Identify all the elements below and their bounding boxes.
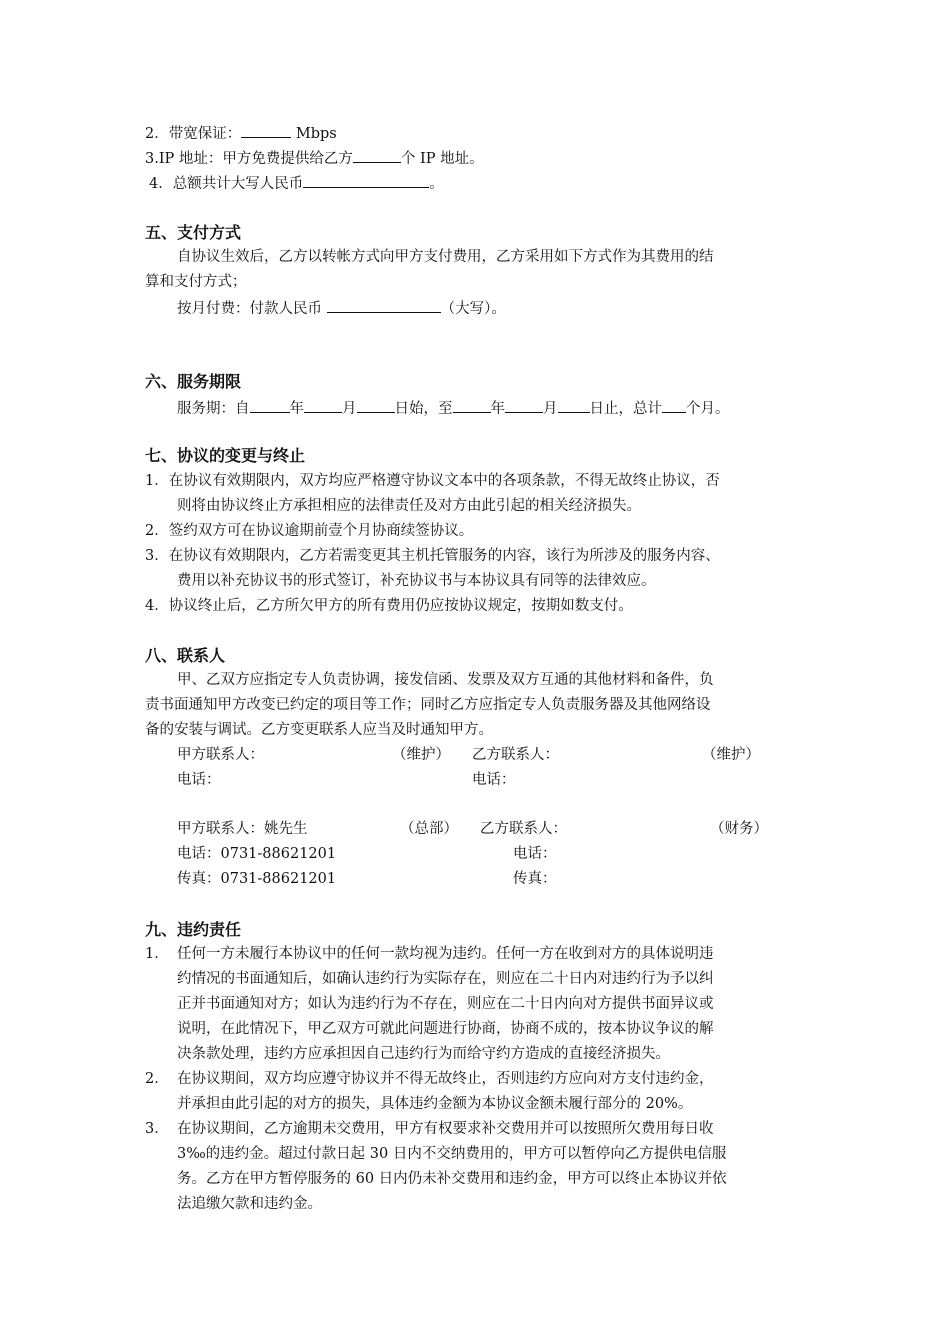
- liability-line: 3‰的违约金。超过付款日起 30 日内不交纳费用的，甲方可以暂停向乙方提供电信服: [177, 1146, 727, 1162]
- party-b-phone: 电话：: [472, 772, 516, 788]
- party-b-role: （财务）: [710, 821, 768, 837]
- bandwidth-line: [145, 122, 337, 144]
- party-a-phone: 电话：0731-88621201: [177, 846, 337, 862]
- liability-line: 正并书面通知对方；如认为违约行为不存在，则应在二十日内向对方提供书面异议或: [177, 996, 714, 1012]
- liability-line: 约情况的书面通知后，如确认违约行为实际存在，则应在二十日内对违约行为予以纠: [177, 971, 714, 987]
- end-day-blank: [558, 397, 590, 413]
- liability-line: 说明，在此情况下，甲乙双方可就此问题进行协商，协商不成的，按本协议争议的解: [177, 1021, 714, 1037]
- liability-line: 在协议期间，乙方逾期未交费用，甲方有权要求补交费用并可以按照所欠费用每日收: [177, 1121, 714, 1137]
- bandwidth-blank: [241, 122, 291, 138]
- party-a-phone: 电话：: [177, 772, 221, 788]
- ip-tail: 个 IP 地址。: [400, 151, 484, 167]
- ip-address-line: [145, 147, 484, 169]
- party-b-contact-label: 乙方联系人：: [480, 821, 567, 837]
- liability-line: 务。乙方在甲方暂停服务的 60 日内仍未补交费用和违约金，甲方可以终止本协议并依: [177, 1171, 727, 1187]
- item-number: 3．: [145, 1121, 169, 1137]
- party-b-phone: 电话：: [513, 846, 557, 862]
- section-heading-payment: 五、支付方式: [145, 223, 242, 242]
- contacts-paragraph-line: 备的安装与调试。乙方变更联系人应当及时通知甲方。: [145, 722, 493, 738]
- end-month-blank: [505, 397, 543, 413]
- term-text: 服务期：自: [177, 401, 250, 417]
- term-text: 年: [490, 401, 505, 417]
- total-tail: 。: [429, 176, 444, 192]
- clause-line: 3．在协议有效期限内，乙方若需变更其主机托管服务的内容，该行为所涉及的服务内容、: [145, 548, 720, 564]
- party-b-contact-label: 乙方联系人：: [472, 747, 559, 763]
- party-a-role: （总部）: [400, 821, 458, 837]
- total-label: 4．总额共计大写人民币: [149, 176, 304, 192]
- payment-paragraph-line: 自协议生效后，乙方以转帐方式向甲方支付费用，乙方采用如下方式作为其费用的结: [177, 249, 714, 265]
- section-heading-liability: 九、违约责任: [145, 920, 242, 939]
- total-months-blank: [662, 397, 686, 413]
- contacts-paragraph-line: 责书面通知甲方改变已约定的项目等工作；同时乙方应指定专人负责服务器及其他网络设: [145, 697, 711, 713]
- ip-count-blank: [353, 147, 401, 163]
- liability-line: 任何一方未履行本协议中的任何一款均视为违约。任何一方在收到对方的具体说明违: [177, 946, 714, 962]
- clause-line: 4．协议终止后，乙方所欠甲方的所有费用仍应按协议规定，按期如数支付。: [145, 598, 633, 614]
- total-amount-line: [149, 172, 444, 194]
- total-blank: [303, 172, 429, 188]
- item-number: 1．: [145, 946, 169, 962]
- section-heading-contacts: 八、联系人: [145, 646, 226, 665]
- party-a-role: （维护）: [392, 747, 450, 763]
- ip-label: 3.IP 地址：甲方免费提供给乙方: [145, 151, 353, 167]
- item-number: 2．: [145, 1071, 169, 1087]
- term-text: 日始，至: [394, 401, 453, 417]
- liability-line: 法追缴欠款和违约金。: [177, 1196, 322, 1212]
- end-year-blank: [453, 397, 491, 413]
- term-text: 个月。: [686, 401, 730, 417]
- start-year-blank: [250, 397, 290, 413]
- bandwidth-unit: Mbps: [295, 126, 337, 142]
- bandwidth-label: 2．带宽保证：: [145, 126, 242, 142]
- liability-line: 决条款处理，违约方应承担因自己违约行为而给守约方造成的直接经济损失。: [177, 1046, 670, 1062]
- clause-line: 则将由协议终止方承担相应的法律责任及对方由此引起的相关经济损失。: [177, 498, 641, 514]
- term-text: 年: [289, 401, 304, 417]
- party-a-contact-label: 甲方联系人：姚先生: [177, 821, 308, 837]
- start-month-blank: [304, 397, 342, 413]
- monthly-payment-line: [177, 297, 506, 319]
- monthly-payment-tail: （大写）。: [440, 301, 506, 317]
- start-day-blank: [357, 397, 395, 413]
- contacts-paragraph-line: 甲、乙双方应指定专人负责协调，接发信函、发票及双方互通的其他材料和备件，负: [177, 672, 714, 688]
- term-text: 月: [342, 401, 357, 417]
- liability-line: 在协议期间，双方均应遵守协议并不得无故终止，否则违约方应向对方支付违约金，: [177, 1071, 714, 1087]
- clause-line: 2．签约双方可在协议逾期前壹个月协商续签协议。: [145, 523, 474, 539]
- party-b-role: （维护）: [702, 747, 760, 763]
- term-text: 日止，总计: [589, 401, 662, 417]
- section-heading-service-term: 六、服务期限: [145, 372, 242, 391]
- clause-line: 1．在协议有效期限内，双方均应严格遵守协议文本中的各项条款，不得无故终止协议，否: [145, 473, 720, 489]
- section-heading-change-termination: 七、协议的变更与终止: [145, 446, 306, 465]
- liability-line: 并承担由此引起的对方的损失，具体违约金额为本协议金额未履行部分的 20%。: [177, 1096, 693, 1112]
- term-text: 月: [543, 401, 558, 417]
- party-a-contact-label: 甲方联系人：: [177, 747, 264, 763]
- party-a-fax: 传真：0731-88621201: [177, 871, 337, 887]
- clause-line: 费用以补充协议书的形式签订，补充协议书与本协议具有同等的法律效应。: [177, 573, 656, 589]
- service-term-line: [177, 397, 730, 419]
- monthly-payment-label: 按月付费：付款人民币: [177, 301, 322, 317]
- payment-paragraph-line: 算和支付方式；: [145, 274, 247, 290]
- monthly-payment-blank: [327, 297, 441, 313]
- party-b-fax: 传真：: [513, 871, 557, 887]
